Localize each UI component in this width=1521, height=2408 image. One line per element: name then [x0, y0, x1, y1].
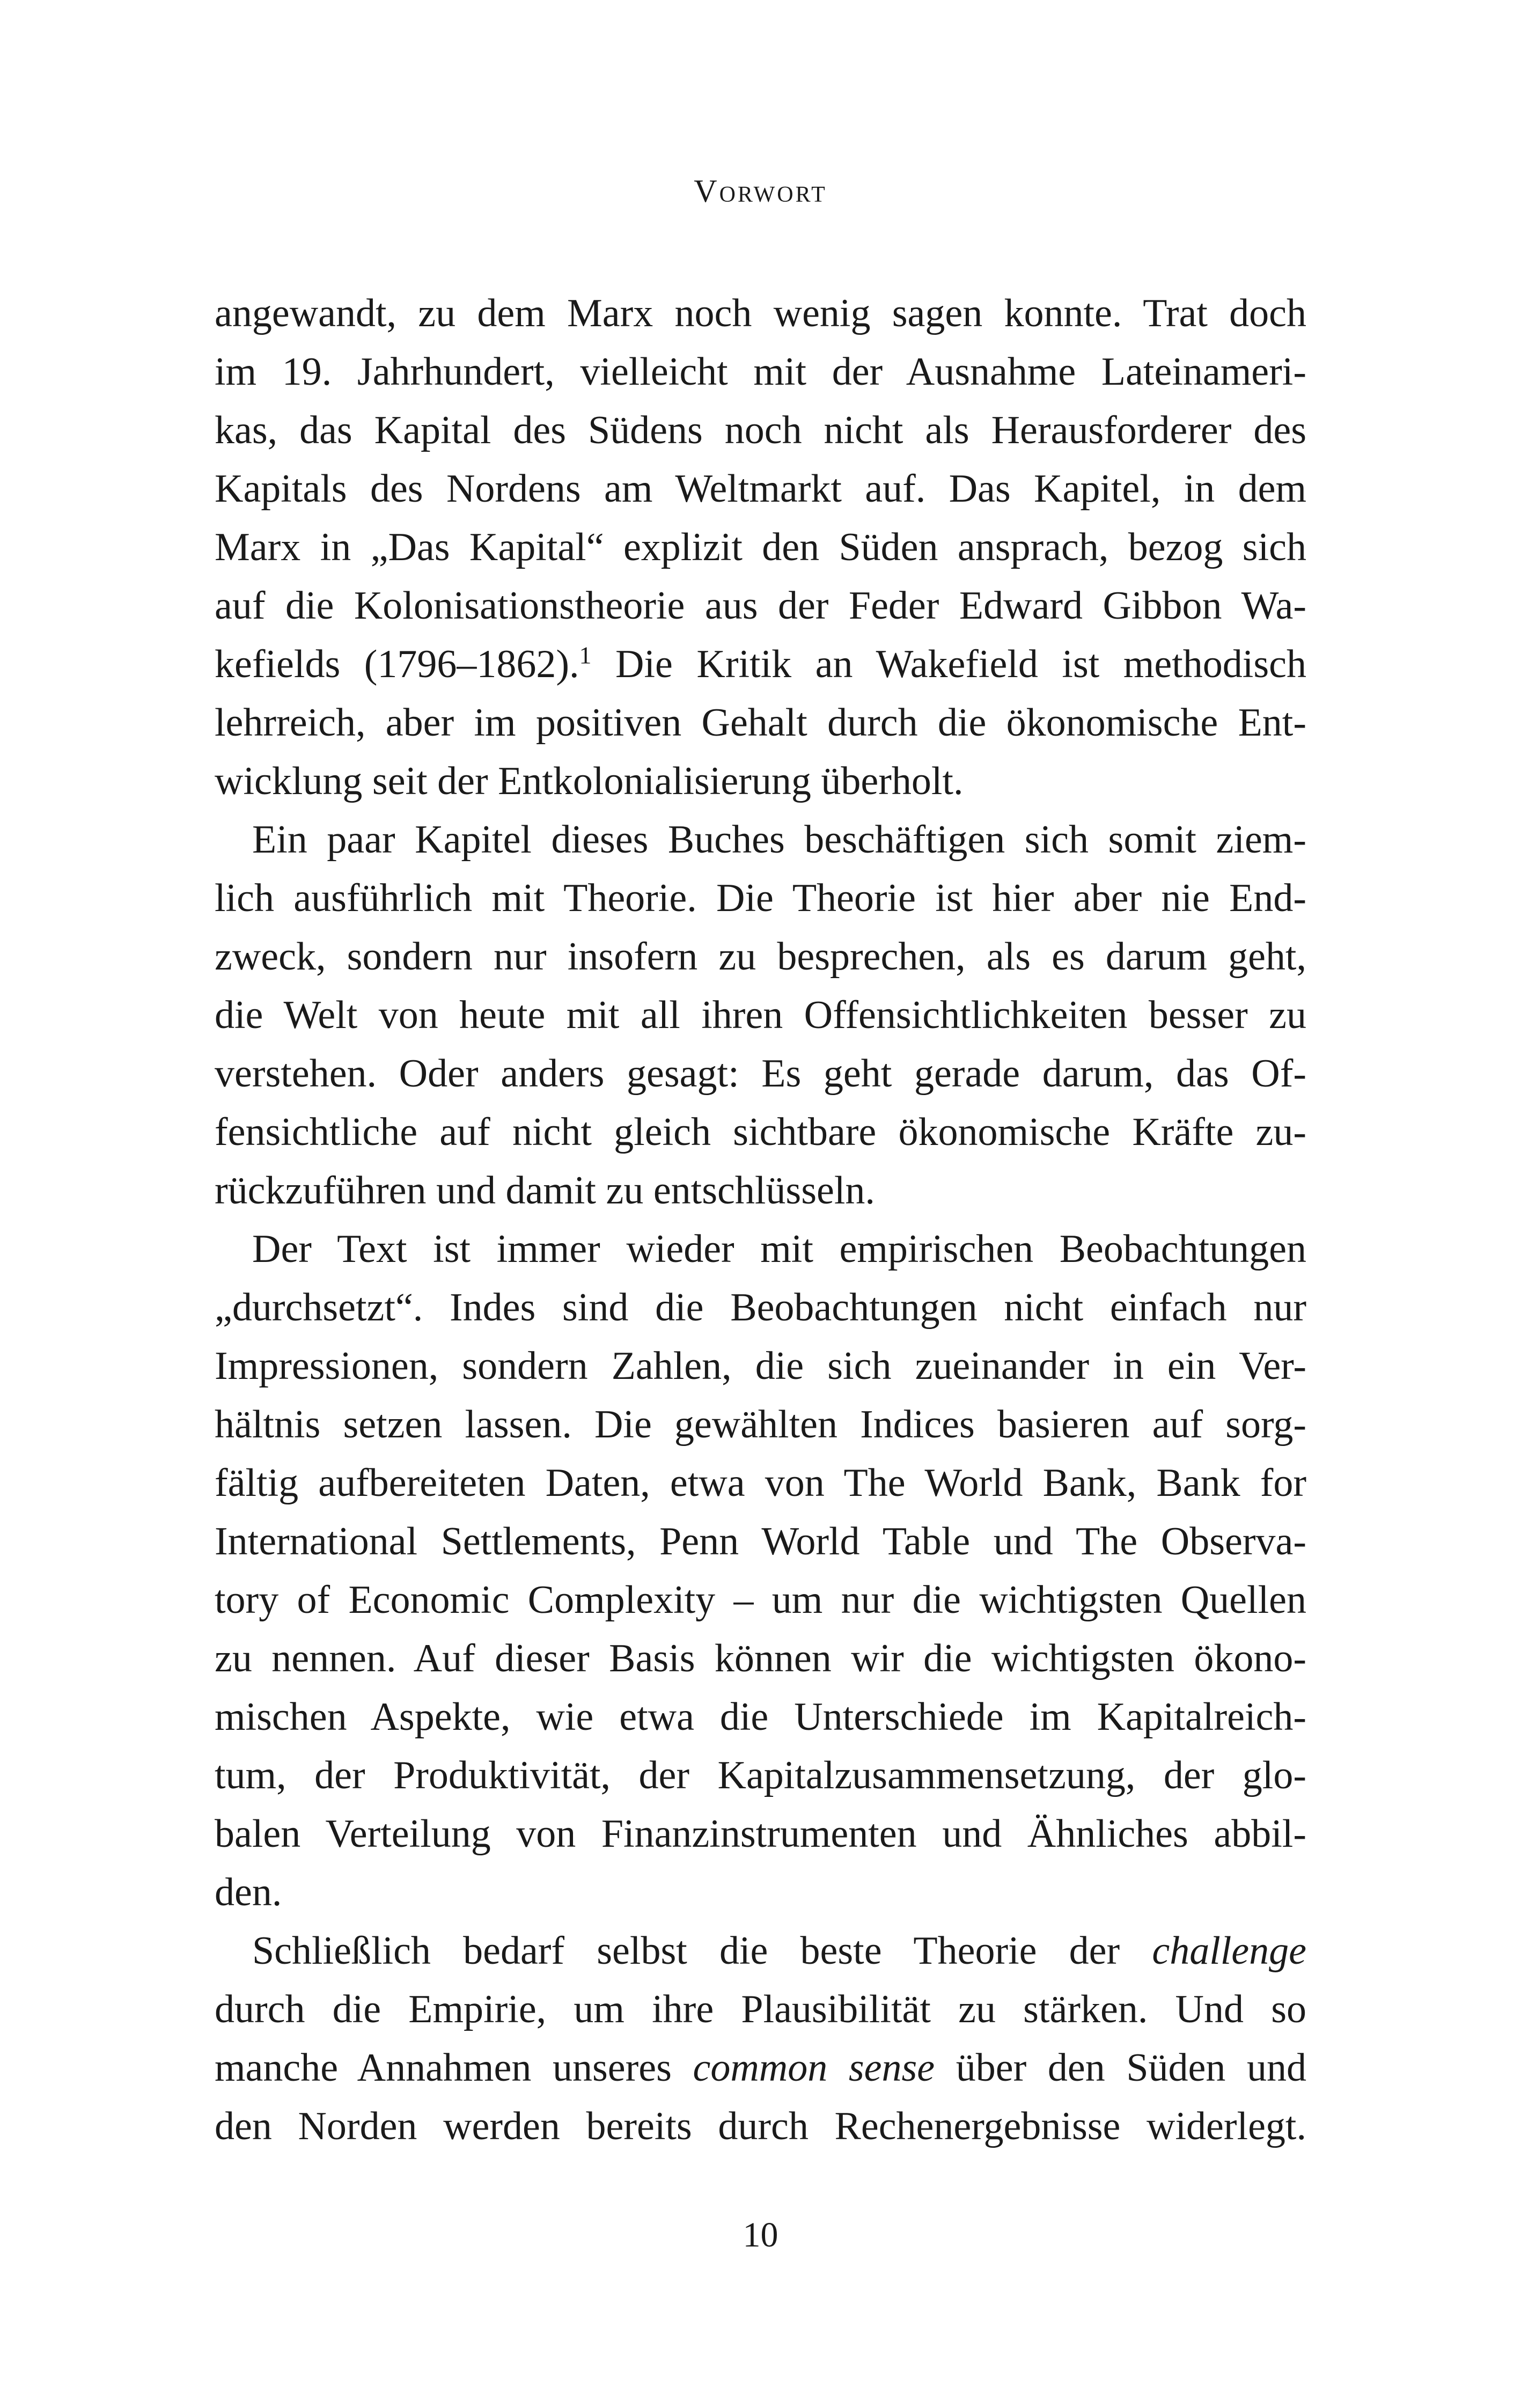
- text-line: Der Text ist immer wieder mit empirischen Beobachtungen: [252, 1227, 1306, 1271]
- text-line: den.: [215, 1870, 282, 1914]
- text-segment: Schließlich bedarf selbst die beste Theorie der: [252, 1929, 1152, 1973]
- text-line: Impressionen, sondern Zahlen, die sich zueinander in ein Ver-: [215, 1344, 1306, 1388]
- text-line: kas, das Kapital des Südens noch nicht als Herausforderer des: [215, 408, 1306, 452]
- text-line: lich ausführlich mit Theorie. Die Theorie ist hier aber nie End-: [215, 876, 1306, 920]
- text-line: angewandt, zu dem Marx noch wenig sagen konnte. Trat doch: [215, 291, 1306, 335]
- text-line: „durchsetzt“. Indes sind die Beobachtungen nicht einfach nur: [215, 1286, 1306, 1330]
- text-line: balen Verteilung von Finanzinstrumenten und Ähnliches abbil-: [215, 1812, 1306, 1856]
- text-line: verstehen. Oder anders gesagt: Es geht gerade darum, das Of-: [215, 1052, 1306, 1096]
- text-line: tory of Economic Complexity – um nur die wichtigsten Quellen: [215, 1578, 1306, 1622]
- text-line: den Norden werden bereits durch Rechenergebnisse widerlegt.: [215, 2104, 1306, 2148]
- paragraph-4: [215, 1922, 1306, 2156]
- text-line-with-footnote: [215, 635, 1306, 694]
- text-line: [215, 2039, 1306, 2097]
- italic-term: common sense: [693, 2046, 935, 2090]
- text-line: lehrreich, aber im positiven Gehalt durch die ökonomische Ent-: [215, 701, 1306, 745]
- text-line: [215, 1922, 1306, 1980]
- footnote-marker[interactable]: 1: [579, 641, 592, 669]
- text-line: zu nennen. Auf dieser Basis können wir die wichtigsten ökono-: [215, 1636, 1306, 1680]
- paragraph-3: [215, 1220, 1306, 1922]
- text-line: durch die Empirie, um ihre Plausibilität zu stärken. Und so: [215, 1987, 1306, 2031]
- text-segment: über den Süden und: [935, 2046, 1306, 2090]
- text-line: Kapitals des Nordens am Weltmarkt auf. Das Kapitel, in dem: [215, 467, 1306, 511]
- text-line: fältig aufbereiteten Daten, etwa von The World Bank, Bank for: [215, 1461, 1306, 1505]
- text-line: Ein paar Kapitel dieses Buches beschäftigen sich somit ziem-: [252, 818, 1306, 862]
- text-line: Marx in „Das Kapital“ explizit den Süden ansprach, bezog sich: [215, 525, 1306, 569]
- text-segment: manche Annahmen unseres: [215, 2046, 693, 2090]
- text-line: tum, der Produktivität, der Kapitalzusammensetzung, der glo-: [215, 1753, 1306, 1797]
- paragraph-2: [215, 811, 1306, 1220]
- text-line: hältnis setzen lassen. Die gewählten Indices basieren auf sorg-: [215, 1403, 1306, 1447]
- text-line: mischen Aspekte, wie etwa die Unterschiede im Kapitalreich-: [215, 1695, 1306, 1739]
- text-segment: kefields (1796–1862).: [215, 642, 579, 686]
- text-line: rückzuführen und damit zu entschlüsseln.: [215, 1169, 875, 1213]
- text-line: fensichtliche auf nicht gleich sichtbare ökonomische Kräfte zu-: [215, 1110, 1306, 1154]
- text-line: wicklung seit der Entkolonialisierung überholt.: [215, 759, 964, 803]
- text-line: die Welt von heute mit all ihren Offensichtlichkeiten besser zu: [215, 993, 1306, 1037]
- body-text: [215, 284, 1306, 2156]
- text-line: International Settlements, Penn World Table und The Observa-: [215, 1519, 1306, 1563]
- text-line: auf die Kolonisationstheorie aus der Feder Edward Gibbon Wa-: [215, 584, 1306, 628]
- page-number: 10: [743, 2215, 778, 2255]
- text-segment: Die Kritik an Wakefield ist methodisch: [591, 642, 1306, 686]
- text-line: im 19. Jahrhundert, vielleicht mit der Ausnahme Lateinameri-: [215, 350, 1306, 394]
- paragraph-1: [215, 284, 1306, 811]
- italic-term: challenge: [1152, 1929, 1306, 1973]
- running-head: Vorwort: [694, 173, 827, 209]
- text-line: zweck, sondern nur insofern zu besprechen, als es darum geht,: [215, 935, 1306, 979]
